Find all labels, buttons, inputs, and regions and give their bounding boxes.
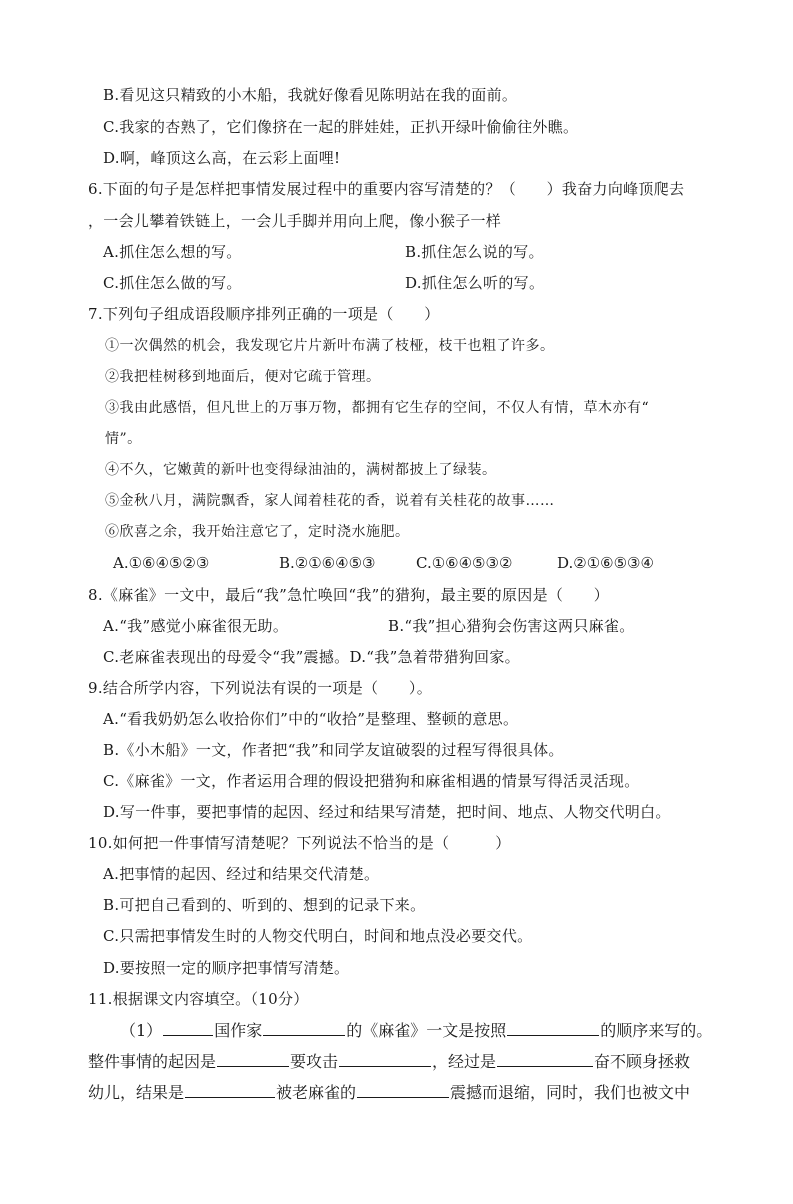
- q10-option-c: C.只需把事情发生时的人物交代明白，时间和地点没必要交代。: [103, 927, 533, 945]
- blank[interactable]: [507, 1021, 599, 1036]
- q7-sentence-1: ①一次偶然的机会，我发现它片片新叶布满了枝桠，枝干也粗了许多。: [105, 338, 555, 354]
- q7-sentence-4: ④不久，它嫩黄的新叶也变得绿油油的，满树都披上了绿装。: [105, 462, 497, 478]
- q8-option-a: A.“我”感觉小麻雀很无助。: [103, 617, 289, 635]
- q9-option-c: C.《麻雀》一文，作者运用合理的假设把猎狗和麻雀相遇的情景写得活灵活现。: [103, 772, 640, 790]
- q8-stem: 8.《麻雀》一文中，最后“我”急忙唤回“我”的猎狗，最主要的原因是（ ）: [88, 586, 610, 604]
- q11-text: 被老麻雀的: [276, 1083, 357, 1102]
- q9-option-a: A.“看我奶奶怎么收拾你们”中的“收拾”是整理、整顿的意思。: [103, 710, 519, 728]
- q11-text: 幼儿，结果是: [88, 1083, 185, 1102]
- q10-option-b: B.可把自己看到的、听到的、想到的记录下来。: [103, 896, 426, 914]
- q11-fill-line1: [120, 1020, 712, 1042]
- q11-fill-line2: [88, 1051, 690, 1073]
- q11-text: 要攻击: [290, 1052, 339, 1071]
- blank[interactable]: [263, 1021, 345, 1036]
- q7-option-a: A.①⑥④⑤②③: [113, 554, 210, 572]
- q7-stem: 7.下列句子组成语段顺序排列正确的一项是（ ）: [88, 305, 440, 323]
- q7-sentence-3a: ③我由此感悟，但凡世上的万事万物，都拥有它生存的空间，不仅人有情，草木亦有“: [105, 400, 650, 416]
- q7-option-d: D.②①⑥⑤③④: [557, 554, 654, 572]
- q9-option-d: D.写一件事，要把事情的起因、经过和结果写清楚，把时间、地点、人物交代明白。: [103, 803, 671, 821]
- blank[interactable]: [163, 1021, 213, 1036]
- q7-sentence-5: ⑤金秋八月，满院飘香，家人闻着桂花的香，说着有关桂花的故事……: [105, 493, 555, 509]
- q11-fill-line3: [88, 1082, 690, 1104]
- q7-sentence-6: ⑥欣喜之余，我开始注意它了，定时浇水施肥。: [105, 524, 410, 540]
- q6-option-a: A.抓住怎么想的写。: [103, 243, 242, 261]
- q6-option-c: C.抓住怎么做的写。: [103, 274, 242, 292]
- q11-text: 奋不顾身拯救: [594, 1052, 691, 1071]
- q11-text: 的顺序来写的。: [600, 1021, 713, 1040]
- q11-stem: 11.根据课文内容填空。（10分）: [88, 990, 309, 1008]
- q11-text: 的《麻雀》一文是按照: [346, 1021, 507, 1040]
- blank[interactable]: [217, 1052, 289, 1067]
- q7-option-b: B.②①⑥④⑤③: [279, 554, 376, 572]
- blank[interactable]: [339, 1052, 431, 1067]
- q10-option-d: D.要按照一定的顺序把事情写清楚。: [103, 959, 350, 977]
- q7-sentence-3b: 情”。: [105, 431, 142, 447]
- q9-option-b: B.《小木船》一文，作者把“我”和同学友谊破裂的过程写得很具体。: [103, 741, 564, 759]
- blank[interactable]: [185, 1083, 275, 1098]
- q11-text: 整件事情的起因是: [88, 1052, 217, 1071]
- q9-stem: 9.结合所学内容，下列说法有误的一项是（ ）。: [88, 679, 433, 697]
- q11-text: ，经过是: [432, 1052, 497, 1071]
- q7-option-c: C.①⑥④⑤③②: [416, 554, 513, 572]
- q11-text: 国作家: [214, 1021, 263, 1040]
- q11-item-number: （1）: [120, 1021, 163, 1040]
- q5-option-c: C.我家的杏熟了，它们像挤在一起的胖娃娃，正扒开绿叶偷偷往外瞧。: [103, 118, 579, 136]
- q8-option-cd: C.老麻雀表现出的母爱令“我”震撼。D.“我”急着带猎狗回家。: [103, 648, 520, 666]
- blank[interactable]: [357, 1083, 449, 1098]
- q11-text: 震撼而退缩，同时，我们也被文中: [450, 1083, 691, 1102]
- q6-stem-line2: ，一会儿攀着铁链上，一会儿手脚并用向上爬，像小猴子一样: [88, 212, 502, 230]
- q6-option-d: D.抓住怎么听的写。: [405, 274, 545, 292]
- blank[interactable]: [497, 1052, 593, 1067]
- q6-stem-line1: 6.下面的句子是怎样把事情发展过程中的重要内容写清楚的？（ ）我奋力向峰顶爬去: [88, 180, 685, 198]
- q10-option-a: A.把事情的起因、经过和结果交代清楚。: [103, 865, 380, 883]
- q10-stem: 10.如何把一件事情写清楚呢？下列说法不恰当的是（ ）: [88, 834, 511, 852]
- q8-option-b: B.“我”担心猎狗会伤害这两只麻雀。: [388, 617, 635, 635]
- q6-option-b: B.抓住怎么说的写。: [405, 243, 544, 261]
- q7-sentence-2: ②我把桂树移到地面后，便对它疏于管理。: [105, 369, 381, 385]
- q5-option-b: B.看见这只精致的小木船，我就好像看见陈明站在我的面前。: [103, 86, 518, 104]
- q5-option-d: D.啊，峰顶这么高，在云彩上面哩!: [103, 149, 341, 167]
